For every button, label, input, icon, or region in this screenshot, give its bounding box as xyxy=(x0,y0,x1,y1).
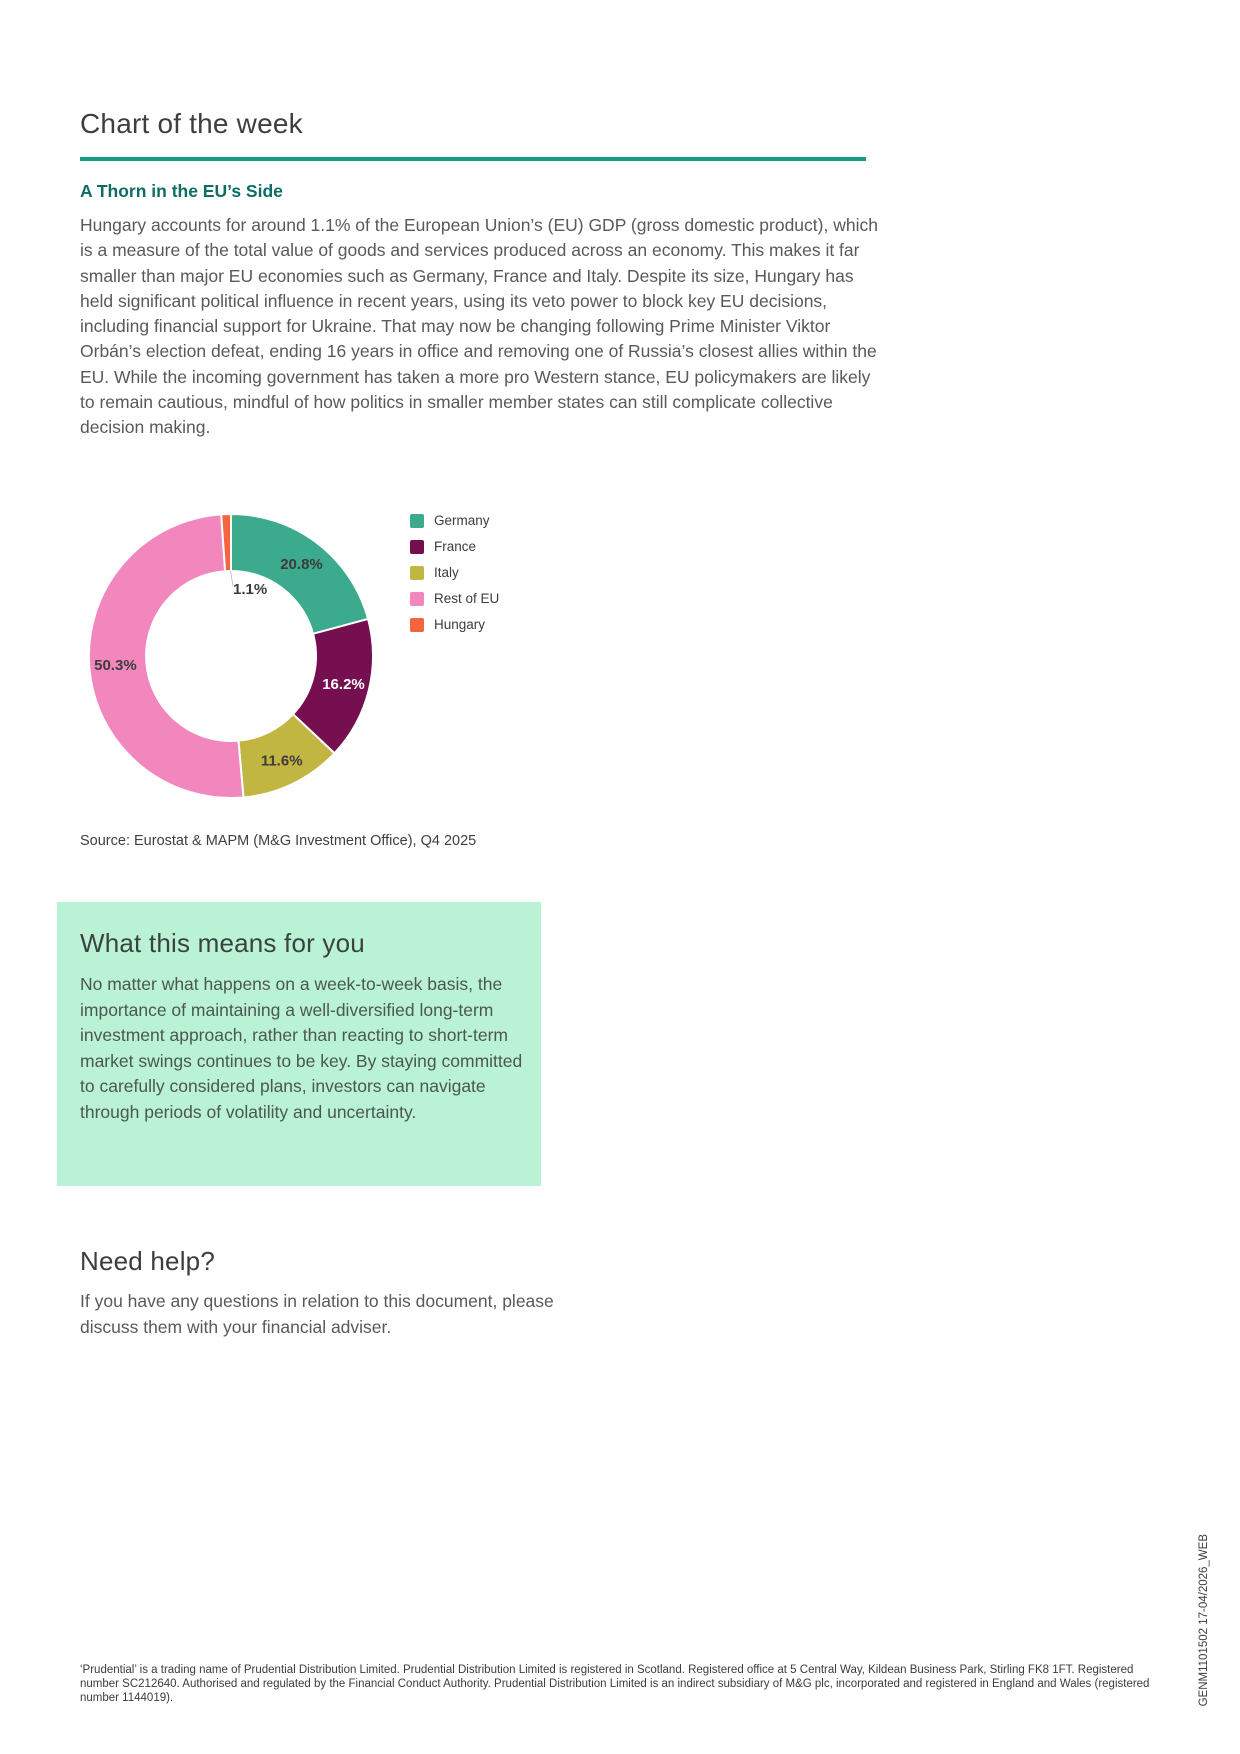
intro-paragraph: Hungary accounts for around 1.1% of the European Union’s (EU) GDP (gross domestic product), which is a measure of the total value of goods and services produced across an economy. This makes it far smaller than major EU economies such as Germany, France and Italy. Despite its size, Hungary has held significant political influence in recent years, using its veto power to block key EU decisions, including financial support for Ukraine. That may now be changing following Prime Minister Viktor Orbán’s election defeat, ending 16 years in office and removing one of Russia’s closest allies within the EU. While the incoming government has taken a more pro Western stance, EU policymakers are likely to remain cautious, mindful of how politics in smaller member states can still complicate collective decision making. xyxy=(80,215,878,438)
legend-swatch-hungary xyxy=(410,618,424,632)
legend-item-italy xyxy=(410,565,499,580)
donut-chart-svg xyxy=(88,513,374,799)
slice-label-france: 16.2% xyxy=(322,676,365,694)
title-rule xyxy=(80,157,866,161)
document-code: GENM1101502 17-04/2026_WEB xyxy=(1198,1534,1210,1707)
legend-label-france: France xyxy=(434,539,477,554)
legend-label-rest-of-eu: Rest of EU xyxy=(434,591,500,606)
slice-label-rest-of-eu: 50.3% xyxy=(94,657,137,675)
slice-label-hungary: 1.1% xyxy=(233,581,268,598)
legend-label-hungary: Hungary xyxy=(434,617,486,632)
section-heading: A Thorn in the EU’s Side xyxy=(80,181,283,201)
legend-swatch-germany xyxy=(410,514,424,528)
legend-item-germany xyxy=(410,513,499,528)
page-title: Chart of the week xyxy=(80,108,303,139)
highlight-box xyxy=(57,902,541,1186)
legend-swatch-rest-of-eu xyxy=(410,592,424,606)
legend-item-france xyxy=(410,539,499,554)
footer-legal: ‘Prudential’ is a trading name of Prudential Distribution Limited. Prudential Distribution Limited is registered in Scotland. Registered office at 5 Central Way, Kildean Business Park, Stirling FK8 1FT. Registered number SC212640. Authorised and regulated by the Financial Conduct Authority. Prudential Distribution Limited is an indirect subsidiary of M&G plc, incorporated and registered in England and Wales (registered number 1144019). xyxy=(80,1664,1150,1704)
need-help-title: Need help? xyxy=(80,1246,215,1276)
legend-swatch-france xyxy=(410,540,424,554)
slice-label-italy: 11.6% xyxy=(260,752,303,770)
legend-swatch-italy xyxy=(410,566,424,580)
legend-label-germany: Germany xyxy=(434,513,490,528)
donut-chart xyxy=(88,513,374,799)
legend-label-italy: Italy xyxy=(434,565,459,580)
chart-legend xyxy=(410,513,499,632)
slice-label-germany: 20.8% xyxy=(280,555,323,573)
highlight-body: No matter what happens on a week-to-week basis, the importance of maintaining a well-diversified long-term investment approach, rather than reacting to short-term market swings continues to be key. By staying committed to carefully considered plans, investors can navigate through periods of volatility and uncertainty. xyxy=(80,974,523,1122)
highlight-title: What this means for you xyxy=(80,928,365,958)
chart-source: Source: Eurostat & MAPM (M&G Investment Office), Q4 2025 xyxy=(80,833,477,849)
need-help-body: If you have any questions in relation to this document, please discuss them with your financial adviser. xyxy=(80,1291,554,1337)
legend-item-rest-of-eu xyxy=(410,591,499,606)
legend-item-hungary xyxy=(410,617,499,632)
slice-germany xyxy=(231,514,368,634)
